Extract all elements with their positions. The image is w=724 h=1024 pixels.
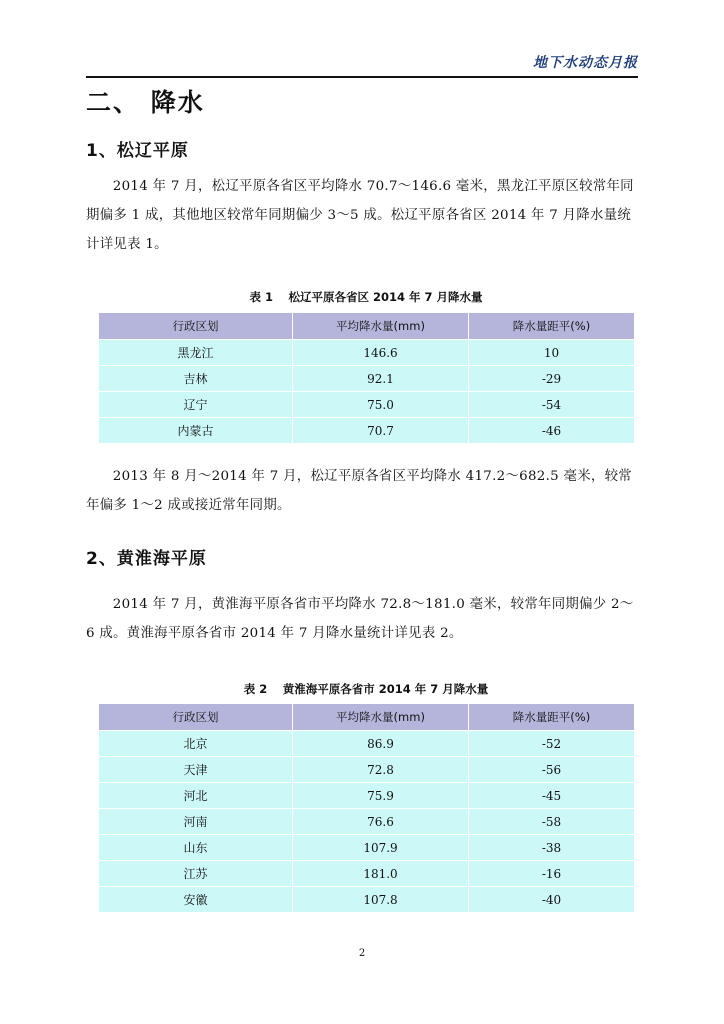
table-1-caption: 表 1 松辽平原各省区 2014 年 7 月降水量 [249,290,483,304]
table-row [99,340,635,366]
cell-precipitation: 76.6 [293,809,469,835]
table-row [99,887,635,913]
cell-anomaly: -54 [469,392,635,418]
table-header-row [99,704,635,731]
table-2 [98,703,635,913]
section-heading: 二、 降水 [86,88,205,117]
table-2-caption: 表 2 黄淮海平原各省市 2014 年 7 月降水量 [243,682,489,696]
cell-precipitation: 86.9 [293,731,469,757]
cell-precipitation: 146.6 [293,340,469,366]
running-header-title: 地下水动态月报 [533,55,638,71]
table-row [99,731,635,757]
table-row [99,835,635,861]
cell-precipitation: 107.9 [293,835,469,861]
cell-precipitation: 75.0 [293,392,469,418]
col-header-region: 行政区划 [99,313,293,340]
subsection-heading-1: 1、松辽平原 [86,141,189,161]
paragraph-1: 2014 年 7 月，松辽平原各省区平均降水 70.7～146.6 毫米，黑龙江平原区较常年同期偏多 1 成，其他地区较常年同期偏少 3～5 成。松辽平原各省区 2014 年 7 月降水量统计详见表 1。 [86,179,634,252]
table-header-row [99,313,635,340]
cell-region: 河北 [99,783,293,809]
table-row [99,366,635,392]
cell-precipitation: 181.0 [293,861,469,887]
cell-region: 河南 [99,809,293,835]
cell-region: 黑龙江 [99,340,293,366]
table-row [99,809,635,835]
cell-anomaly: -56 [469,757,635,783]
cell-region: 吉林 [99,366,293,392]
cell-precipitation: 72.8 [293,757,469,783]
page-number: 2 [358,948,366,959]
cell-precipitation: 107.8 [293,887,469,913]
col-header-anomaly: 降水量距平(%) [469,313,635,340]
paragraph-2: 2013 年 8 月～2014 年 7 月，松辽平原各省区平均降水 417.2～682.5 毫米，较常年偏多 1～2 成或接近常年同期。 [86,469,632,513]
cell-anomaly: -40 [469,887,635,913]
cell-anomaly: -29 [469,366,635,392]
cell-precipitation: 92.1 [293,366,469,392]
table-row [99,757,635,783]
cell-region: 天津 [99,757,293,783]
table-1 [98,312,635,444]
col-header-region: 行政区划 [99,704,293,731]
paragraph-3: 2014 年 7 月，黄淮海平原各省市平均降水 72.8～181.0 毫米，较常年同期偏少 2～6 成。黄淮海平原各省市 2014 年 7 月降水量统计详见表 2。 [86,597,634,641]
table-row [99,783,635,809]
cell-anomaly: -16 [469,861,635,887]
cell-region: 辽宁 [99,392,293,418]
header-rule [86,76,638,78]
cell-region: 安徽 [99,887,293,913]
subsection-heading-2: 2、黄淮海平原 [86,549,207,569]
table-row [99,861,635,887]
cell-anomaly: 10 [469,340,635,366]
cell-region: 江苏 [99,861,293,887]
cell-anomaly: -38 [469,835,635,861]
col-header-anomaly: 降水量距平(%) [469,704,635,731]
cell-region: 北京 [99,731,293,757]
cell-precipitation: 70.7 [293,418,469,444]
col-header-precipitation: 平均降水量(mm) [293,704,469,731]
cell-anomaly: -46 [469,418,635,444]
cell-anomaly: -52 [469,731,635,757]
table-row [99,392,635,418]
cell-precipitation: 75.9 [293,783,469,809]
cell-region: 内蒙古 [99,418,293,444]
col-header-precipitation: 平均降水量(mm) [293,313,469,340]
table-row [99,418,635,444]
cell-anomaly: -45 [469,783,635,809]
cell-region: 山东 [99,835,293,861]
cell-anomaly: -58 [469,809,635,835]
